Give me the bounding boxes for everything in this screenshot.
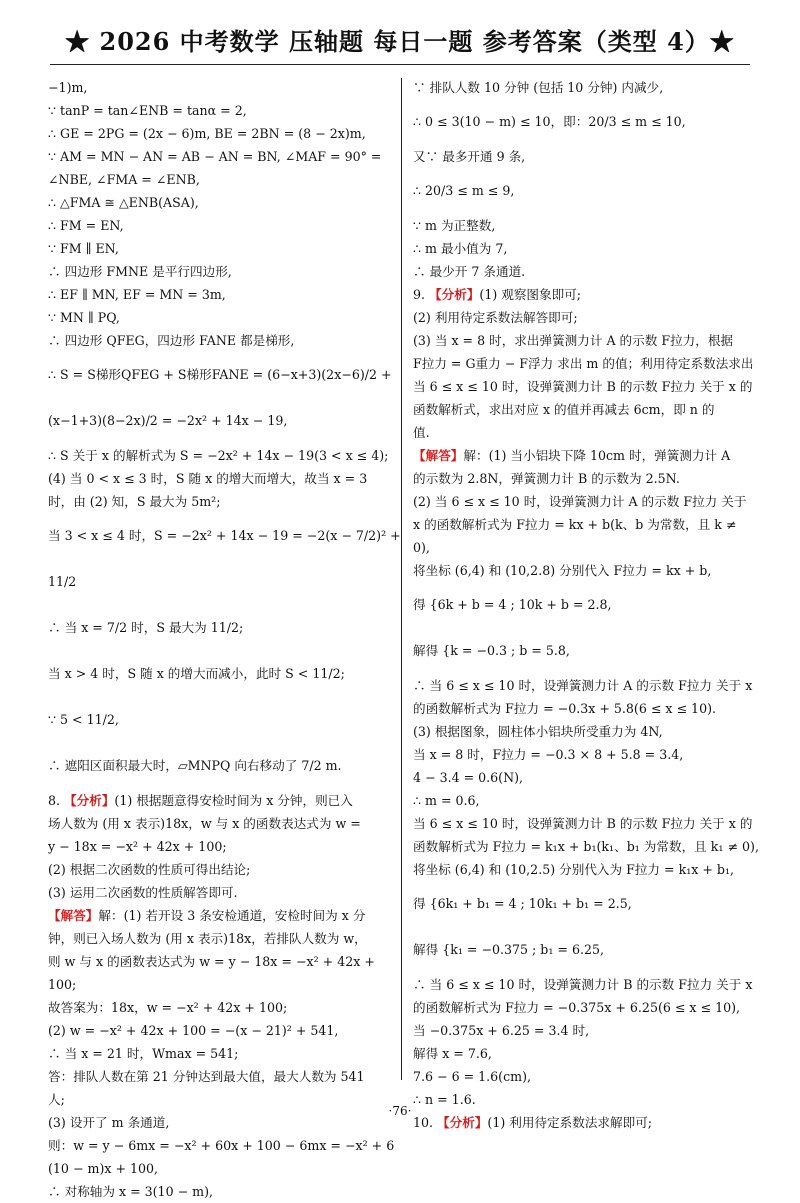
text-line: 则：w = y − 6mx = −x² + 60x + 100 − 6mx = −x² + 6 xyxy=(48,1138,395,1153)
text-line: (2) 根据二次函数的性质可得出结论; xyxy=(48,862,251,877)
text-line xyxy=(413,444,757,467)
text-line: ∠NBE, ∠FMA = ∠ENB, xyxy=(48,172,200,187)
text-line: 0), xyxy=(413,540,430,555)
text-line: 得 {6k + b = 4 ; 10k + b = 2.8, xyxy=(413,597,612,612)
text-line: ∴ 遮阳区面积最大时，▱MNPQ 向右移动了 7/2 m. xyxy=(48,758,342,773)
text-line: 当 6 ≤ x ≤ 10 时，设弹簧测力计 B 的示数 F拉力 关于 x 的 xyxy=(413,816,753,831)
text-line: 故答案为：18x，w = −x² + 42x + 100; xyxy=(48,1000,288,1015)
text-line: ∴ 20/3 ≤ m ≤ 9, xyxy=(413,183,515,198)
text-line: 当 6 ≤ x ≤ 10 时，设弹簧测力计 B 的示数 F拉力 关于 x 的 xyxy=(413,379,753,394)
text-line: 则 w 与 x 的函数表达式为 w = y − 18x = −x² + 42x + xyxy=(48,954,375,969)
text-line: ∵ 5 < 11/2, xyxy=(48,712,119,727)
text-line: ∵ 排队人数 10 分钟 (包括 10 分钟) 内减少, xyxy=(413,80,664,95)
text-line: 的函数解析式为 F拉力 = −0.375x + 6.25(6 ≤ x ≤ 10), xyxy=(413,1000,741,1015)
text-line: 函数解析式为 F拉力 = k₁x + b₁(k₁、b₁ 为常数，且 k₁ ≠ 0), xyxy=(413,839,759,854)
text-line xyxy=(48,789,388,812)
page-title: ★ 2026 中考数学 压轴题 每日一题 参考答案（类型 4）★ xyxy=(65,27,735,56)
text-line xyxy=(48,904,388,927)
page-number: ·76· xyxy=(388,1104,412,1118)
text-line: ∵ tanP = tan∠ENB = tanα = 2, xyxy=(48,103,247,118)
text-line: −1)m, xyxy=(48,80,88,95)
text-line: ∴ S = S梯形QFEG + S梯形FANE = (6−x+3)(2x−6)/2 + xyxy=(48,367,392,382)
text-line: 值. xyxy=(413,425,430,440)
section-tag: 【分析】 xyxy=(437,1115,488,1130)
text-line: ∵ MN ∥ PQ, xyxy=(48,310,120,325)
text-line: ∴ n = 1.6. xyxy=(413,1092,476,1107)
text-line: ∴ EF ∥ MN, EF = MN = 3m, xyxy=(48,287,226,302)
column-divider xyxy=(401,78,402,1080)
text-line: ∴ 0 ≤ 3(10 − m) ≤ 10，即：20/3 ≤ m ≤ 10, xyxy=(413,114,686,129)
text-line: ∴ S 关于 x 的解析式为 S = −2x² + 14x − 19(3 < x ≤ 4); xyxy=(48,448,389,463)
text-line: 11/2 xyxy=(48,574,77,589)
text-line: 100; xyxy=(48,977,77,992)
right-column xyxy=(413,76,757,1134)
text-line: 的函数解析式为 F拉力 = −0.3x + 5.8(6 ≤ x ≤ 10). xyxy=(413,701,717,716)
line-text-prefix: 10. xyxy=(413,1115,438,1130)
text-line: (2) w = −x² + 42x + 100 = −(x − 21)² + 541, xyxy=(48,1023,339,1038)
text-line: ∴ m = 0.6, xyxy=(413,793,480,808)
text-line: y − 18x = −x² + 42x + 100; xyxy=(48,839,227,854)
section-tag: 【解答】 xyxy=(413,448,464,463)
text-line: 解得 {k₁ = −0.375 ; b₁ = 6.25, xyxy=(413,942,605,957)
text-line: 钟，则已入场人数为 (用 x 表示)18x，若排队人数为 w， xyxy=(48,931,367,946)
text-line xyxy=(413,283,757,306)
text-line: ∴ 当 x = 21 时，Wmax = 541; xyxy=(48,1046,239,1061)
section-tag: 【分析】 xyxy=(64,793,115,808)
text-line: 7.6 − 6 = 1.6(cm), xyxy=(413,1069,532,1084)
text-line: 当 3 < x ≤ 4 时，S = −2x² + 14x − 19 = −2(x − 7/2)² + xyxy=(48,528,401,543)
text-line: ∴ FM = EN, xyxy=(48,218,124,233)
text-line: 函数解析式，求出对应 x 的值并再减去 6cm，即 n 的 xyxy=(413,402,715,417)
section-tag: 【解答】 xyxy=(48,908,99,923)
line-text-suffix: (1) 根据题意得安检时间为 x 分钟，则已入 xyxy=(114,793,353,808)
text-line: (x−1+3)(8−2x)/2 = −2x² + 14x − 19, xyxy=(48,413,288,428)
text-line: 答：排队人数在第 21 分钟达到最大值，最大人数为 541 xyxy=(48,1069,365,1084)
header-divider xyxy=(50,64,750,65)
text-line: ∵ m 为正整数, xyxy=(413,218,496,233)
text-line: 将坐标 (6,4) 和 (10,2.5) 分别代入为 F拉力 = k₁x + b₁, xyxy=(413,862,735,877)
line-text-prefix: 9. xyxy=(413,287,430,302)
text-line: ∴ 当 6 ≤ x ≤ 10 时，设弹簧测力计 B 的示数 F拉力 关于 x xyxy=(413,977,753,992)
text-line: (3) 运用二次函数的性质解答即可. xyxy=(48,885,238,900)
line-text-suffix: (1) 利用待定系数法求解即可; xyxy=(487,1115,653,1130)
text-line: ∴ 四边形 QFEG，四边形 FANE 都是梯形, xyxy=(48,333,295,348)
text-line: 当 x > 4 时，S 随 x 的增大而减小，此时 S < 11/2; xyxy=(48,666,345,681)
text-line: 场人数为 (用 x 表示)18x，w 与 x 的函数表达式为 w = xyxy=(48,816,361,831)
text-line: ∴ 当 6 ≤ x ≤ 10 时，设弹簧测力计 A 的示数 F拉力 关于 x xyxy=(413,678,753,693)
text-line: 人; xyxy=(48,1092,65,1107)
section-tag: 【分析】 xyxy=(429,287,480,302)
text-line: ∴ 对称轴为 x = 3(10 − m), xyxy=(48,1184,214,1199)
text-line: ∵ AM = MN − AN = AB − AN = BN, ∠MAF = 90° = xyxy=(48,149,382,164)
text-line: F拉力 = G重力 − F浮力 求出 m 的值；利用待定系数法求出 xyxy=(413,356,754,371)
text-line: (3) 根据图象，圆柱体小铝块所受重力为 4N, xyxy=(413,724,663,739)
text-line: (4) 当 0 < x ≤ 3 时，S 随 x 的增大而增大，故当 x = 3 xyxy=(48,471,368,486)
text-line: ∴ 最少开 7 条通道. xyxy=(413,264,526,279)
text-line: ∴ m 最小值为 7, xyxy=(413,241,508,256)
text-line: ∵ FM ∥ EN, xyxy=(48,241,119,256)
text-line: x 的函数解析式为 F拉力 = kx + b(k、b 为常数，且 k ≠ xyxy=(413,517,737,532)
line-text-suffix: (1) 观察图象即可; xyxy=(479,287,582,302)
text-line: 时，由 (2) 知，S 最大为 5m²; xyxy=(48,494,221,509)
text-line: 当 x = 8 时，F拉力 = −0.3 × 8 + 5.8 = 3.4, xyxy=(413,747,684,762)
text-line: ∴ △FMA ≅ △ENB(ASA), xyxy=(48,195,199,210)
text-line: 解得 x = 7.6, xyxy=(413,1046,492,1061)
text-line: ∴ 当 x = 7/2 时，S 最大为 11/2; xyxy=(48,620,244,635)
text-line: 得 {6k₁ + b₁ = 4 ; 10k₁ + b₁ = 2.5, xyxy=(413,896,632,911)
text-line: ∴ GE = 2PG = (2x − 6)m, BE = 2BN = (8 − 2x)m, xyxy=(48,126,366,141)
text-line: (3) 设开了 m 条通道, xyxy=(48,1115,170,1130)
text-line: (2) 当 6 ≤ x ≤ 10 时，设弹簧测力计 A 的示数 F拉力 关于 xyxy=(413,494,747,509)
line-text-suffix: 解：(1) 若开设 3 条安检通道，安检时间为 x 分 xyxy=(98,908,366,923)
text-line: 4 − 3.4 = 0.6(N), xyxy=(413,770,524,785)
text-line: (10 − m)x + 100, xyxy=(48,1161,159,1176)
text-line: 又∵ 最多开通 9 条, xyxy=(413,149,526,164)
text-line: 当 −0.375x + 6.25 = 3.4 时, xyxy=(413,1023,590,1038)
text-line: ∴ 四边形 FMNE 是平行四边形, xyxy=(48,264,232,279)
text-line: 的示数为 2.8N，弹簧测力计 B 的示数为 2.5N. xyxy=(413,471,680,486)
line-text-prefix: 8. xyxy=(48,793,65,808)
text-line: (2) 利用待定系数法解答即可; xyxy=(413,310,578,325)
text-line: 将坐标 (6,4) 和 (10,2.8) 分别代入 F拉力 = kx + b, xyxy=(413,563,712,578)
text-line: (3) 当 x = 8 时，求出弹簧测力计 A 的示数 F拉力，根据 xyxy=(413,333,734,348)
line-text-suffix: 解：(1) 当小铝块下降 10cm 时，弹簧测力计 A xyxy=(463,448,731,463)
text-line: 解得 {k = −0.3 ; b = 5.8, xyxy=(413,643,570,658)
